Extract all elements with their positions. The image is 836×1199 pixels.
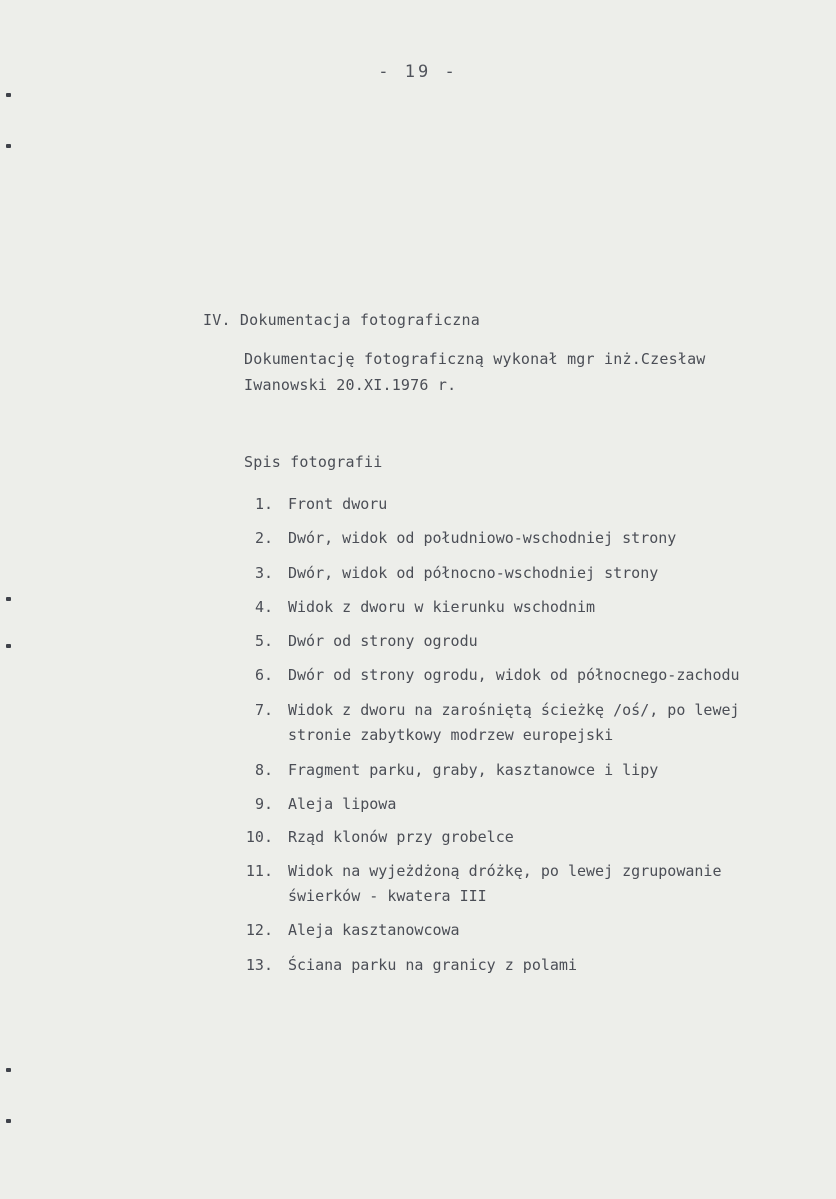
section-heading: IV. Dokumentacja fotograficzna [203, 311, 480, 329]
list-item-number: 3. [254, 564, 273, 582]
list-item-number: 13. [245, 956, 273, 974]
list-item-number: 4. [254, 598, 273, 616]
list-item-number: 12. [245, 921, 273, 939]
list-item-text: Rząd klonów przy grobelce [288, 828, 514, 846]
list-item-text: Dwór od strony ogrodu [288, 632, 478, 650]
page-number: - 19 - [378, 62, 458, 82]
list-item-text: Front dworu [288, 495, 388, 513]
list-item-number: 6. [254, 666, 273, 684]
list-item-number: 10. [245, 828, 273, 846]
list-item-number: 1. [254, 495, 273, 513]
margin-mark [6, 597, 11, 601]
margin-mark [6, 644, 11, 648]
list-item-text: Widok na wyjeżdżoną dróżkę, po lewej zgrupowanie [288, 862, 722, 880]
list-item-number: 8. [254, 761, 273, 779]
list-item-number: 11. [245, 862, 273, 880]
paragraph-line-2: Iwanowski 20.XI.1976 r. [244, 376, 457, 394]
photo-list-title: Spis fotografii [244, 453, 383, 471]
list-item-text: Fragment parku, graby, kasztanowce i lipy [288, 761, 659, 779]
paragraph-line-1: Dokumentację fotograficzną wykonał mgr inż.Czesław [244, 350, 706, 368]
list-item-text-continued: stronie zabytkowy modrzew europejski [288, 726, 614, 744]
list-item-text: Dwór, widok od północno-wschodniej strony [288, 564, 659, 582]
list-item-number: 9. [254, 795, 273, 813]
list-item-number: 7. [254, 701, 273, 719]
list-item-text: Dwór, widok od południowo-wschodniej strony [288, 529, 677, 547]
margin-mark [6, 144, 11, 148]
margin-mark [6, 93, 11, 97]
list-item-text-continued: świerków - kwatera III [288, 887, 487, 905]
list-item-text: Aleja lipowa [288, 795, 397, 813]
list-item-text: Ściana parku na granicy z polami [288, 956, 577, 974]
margin-mark [6, 1068, 11, 1072]
list-item-number: 2. [254, 529, 273, 547]
list-item-number: 5. [254, 632, 273, 650]
list-item-text: Widok z dworu w kierunku wschodnim [288, 598, 596, 616]
margin-mark [6, 1119, 11, 1123]
list-item-text: Aleja kasztanowcowa [288, 921, 460, 939]
list-item-text: Dwór od strony ogrodu, widok od północnego-zachodu [288, 666, 740, 684]
list-item-text: Widok z dworu na zarośniętą ścieżkę /oś/, po lewej [288, 701, 740, 719]
